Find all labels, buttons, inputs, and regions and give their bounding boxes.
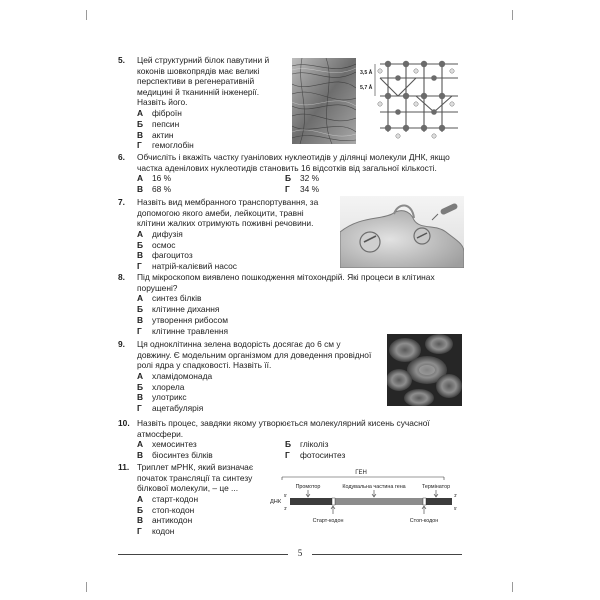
answer-option[interactable]: Г натрій-калієвий насос [137,261,237,272]
crop-mark [86,10,87,20]
coding-region-label: Кодувальна частина гена [342,484,406,490]
question-number: 10. [118,418,130,428]
promoter-segment [290,498,334,505]
question-7 [118,197,327,272]
answer-option[interactable]: А синтез білків [137,293,202,304]
question-6 [118,152,457,195]
dna-label: ДНК [270,499,282,505]
question-9 [118,339,373,414]
answer-option[interactable]: Б осмос [137,239,176,250]
coding-segment [334,498,426,505]
answer-option[interactable]: Б пепсин [137,118,180,129]
crop-mark [86,582,87,592]
terminator-segment [426,498,452,505]
three-prime-label: 3' [454,493,458,498]
protein-structure-figure [358,56,464,144]
five-prime-label: 5' [284,493,288,498]
spacing-label: 3,5 Å [360,70,373,76]
silk-fiber-photo [292,58,356,144]
terminator-label: Термінатор [421,484,451,490]
question-text: Ця одноклітинна зелена водорість досягає до 6 см у довжину. Є модельним організмом для доведення провідної ролі ядра у спадковості. Назвіть її. [137,339,372,371]
answer-option[interactable]: Г фотосинтез [285,449,346,460]
question-number: 11. [118,462,130,472]
answer-option[interactable]: Г клітинне травлення [137,325,228,336]
question-number: 8. [118,272,125,282]
three-prime-label: 3' [284,506,288,511]
answer-option[interactable]: Б 32 % [285,173,320,184]
question-number: 6. [118,152,125,162]
page-number: 5 [297,548,303,558]
crop-mark [512,10,513,20]
cells-photo [387,334,462,406]
answer-option[interactable]: Б гліколіз [285,439,329,450]
answer-option[interactable]: В біосинтез білків [137,449,213,460]
question-8 [118,272,457,336]
answer-option[interactable]: А 16 % [137,173,172,184]
question-text: Назвіть вид мембранного транспортування, за допомогою якого амеби, лейкоцити, травні клітини жалких отримують поживні речовини. [137,197,319,229]
answer-option[interactable]: А хламідомонада [137,370,213,381]
answer-option[interactable]: А фіброїн [137,107,182,118]
five-prime-label: 5' [454,506,458,511]
question-number: 9. [118,339,125,349]
question-10 [118,418,455,461]
answer-option[interactable]: Г ацетабулярія [137,403,204,414]
answer-option[interactable]: В 68 % [137,183,172,194]
question-5 [118,55,289,151]
answer-option[interactable]: А старт-кодон [137,493,199,504]
question-text: Триплет мРНК, який визначає початок трансляції та синтезу білкової молекули, – це ... [137,462,254,494]
answer-option[interactable]: Б стоп-кодон [137,504,195,515]
question-text: Під мікроскопом виявлено пошкодження мітохондрій. Які процеси в клітинах порушені? [137,272,435,293]
answer-option[interactable]: В улотрикс [137,392,187,403]
answer-option[interactable]: А хемосинтез [137,439,197,450]
stop-codon-label: Стоп-кодон [409,518,439,524]
question-text: Назвіть процес, завдяки якому утворюється молекулярний кисень сучасної атмосфери. [137,418,430,439]
answer-option[interactable]: Г кодон [137,526,175,537]
answer-option[interactable]: В антикодон [137,515,193,526]
answer-option[interactable]: Б хлорела [137,381,185,392]
answer-option[interactable]: В утворення рибосом [137,314,228,325]
promoter-label: Промотор [295,484,321,490]
crop-mark [512,582,513,592]
gene-structure-diagram [268,466,464,534]
question-text: Обчисліть і вкажіть частку гуанілових нуклеотидів у ділянці молекули ДНК, якщо частка аденілових нуклеотидів становить 16 відсотків від загальної кількості. [137,152,450,173]
question-11 [118,462,259,537]
gene-label: ГЕН [355,470,367,476]
answer-option[interactable]: А дифузія [137,228,183,239]
answer-option[interactable]: Г 34 % [285,183,320,194]
phagocytosis-illustration [340,196,464,268]
answer-option[interactable]: В фагоцитоз [137,250,193,261]
start-codon-label: Старт-кодон [312,518,344,524]
question-number: 5. [118,55,125,65]
question-number: 7. [118,197,125,207]
spacing-label: 5,7 Å [360,85,373,91]
answer-option[interactable]: Б клітинне дихання [137,303,220,314]
answer-option[interactable]: Г гемоглобін [137,140,194,151]
question-text: Цей структурний білок павутини й коконів шовкопрядів має великі перспективи в регенеративній медицині й тканинній інженерії. Назвіть його. [137,55,270,108]
answer-option[interactable]: В актин [137,129,174,140]
